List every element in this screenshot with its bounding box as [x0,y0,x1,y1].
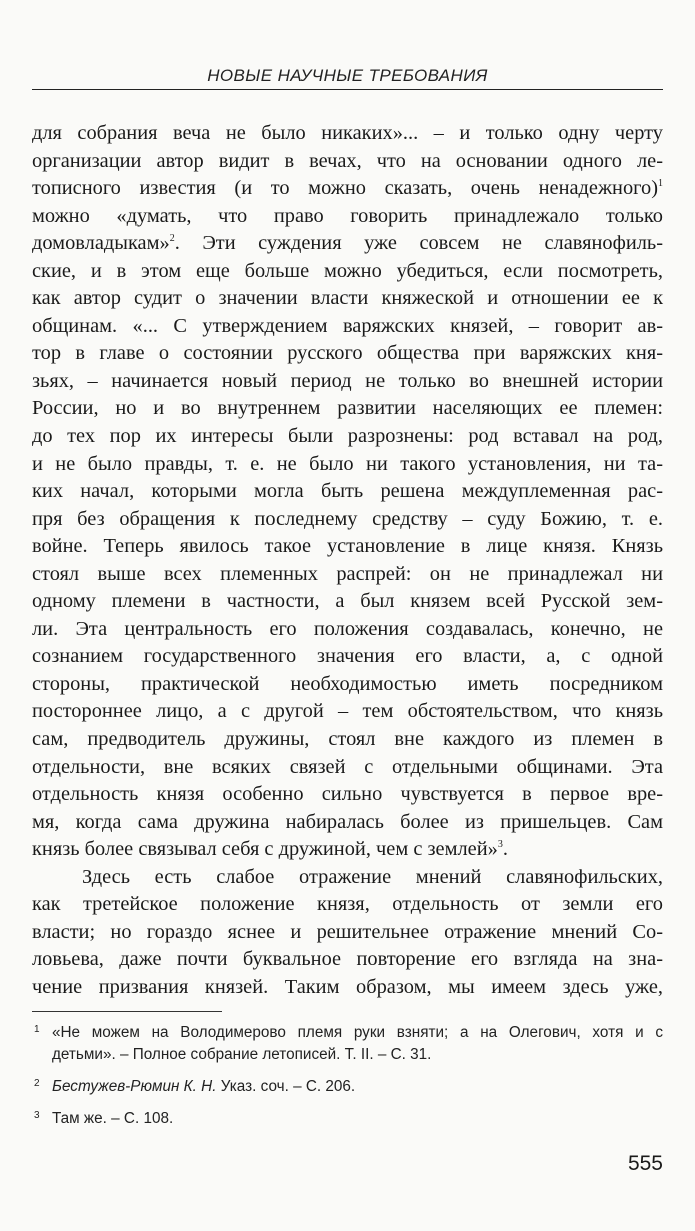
text-line: как автор судит о значении власти княжеской и отношении ее к [32,287,663,310]
footnote-text: Там же. – С. 108. [52,1110,174,1127]
text-line: ские, и в этом еще больше можно убедиться, если посмотреть, [32,259,663,282]
footnote-ref[interactable]: 3 [497,839,503,851]
text-line: стоял выше всех племенных распрей: он не принадлежал ни [32,562,663,585]
footnote-rule [32,1011,222,1012]
footnote-text: Указ. соч. – С. 206. [216,1078,356,1095]
footnote-mark: 1 [34,1024,40,1035]
text-line: до тех пор их интересы были разрознены: род вставал на род, [32,425,663,448]
text-line: домовладыкам»$^2$. Эти суждения уже совсем не славянофиль- [32,232,663,255]
text-line: отдельность князя особенно сильно чувствуется в первое вре- [32,783,663,806]
running-head: НОВЫЕ НАУЧНЫЕ ТРЕБОВАНИЯ [207,66,488,85]
header-rule [32,89,663,90]
footnotes [32,1022,663,1140]
text-line: одному племени в частности, а был князем всей Русской зем- [32,590,663,613]
text-line: стороны, практической необходимостью иметь посредником [32,672,663,695]
page-number: 555 [627,1152,663,1175]
text-line: как третейское положение князя, отдельность от земли его [32,893,663,916]
text-line: тор в главе о состоянии русского общества при варяжских кня- [32,342,663,365]
book-page [32,0,663,1231]
text-line: ловьева, даже почти буквальное повторение его взгляда на зна- [32,948,663,971]
footnote-3 [32,1108,663,1130]
main-text [32,120,663,1002]
text-line: и не было правды, т. е. не было ни такого установления, ни та- [32,452,663,475]
footnote-ref[interactable]: 1 [658,178,663,190]
text-line: чение призвания князей. Таким образом, мы имеем здесь уже, [32,975,663,998]
text-line: пря без обращения к последнему средству – суду Божию, т. е. [32,507,663,530]
text-line: организации автор видит в вечах, что на основании одного ле- [32,149,663,172]
text-line: постороннее лицо, а с другой – тем обстоятельством, что князь [32,700,663,723]
footnote-mark: 2 [34,1078,40,1089]
footnote-author: Бестужев-Рюмин К. Н. [52,1078,217,1095]
text-line: ли. Эта центральность его положения создавалась, конечно, не [32,617,663,640]
text-line: войне. Теперь явилось такое установление в лице князя. Князь [32,535,663,558]
text-line: власти; но гораздо яснее и решительнее отражение мнений Со- [32,920,663,943]
text-line: для собрания веча не было никаких»... – и только одну черту [32,122,663,144]
text-line: Здесь есть слабое отражение мнений славянофильских, [82,865,663,888]
footnote-mark: 3 [34,1110,40,1121]
text-line: мя, когда сама дружина набиралась более из пришельцев. Сам [32,810,663,833]
text-line: сознанием государственного значения его власти, а, с одной [32,645,663,668]
text-line: России, но и во внутреннем развитии населяющих ее племен: [32,397,663,420]
footnote-1 [32,1022,663,1066]
footnote-line: детьми». – Полное собрание летописей. Т. II. – С. 31. [52,1046,432,1063]
footnote-ref[interactable]: 2 [169,233,175,245]
text-line: отдельности, вне всяких связей с отдельными общинами. Эта [32,755,663,778]
text-line: тописного известия (и то можно сказать, очень ненадежного)$^1$ [32,177,663,200]
text-line: зьях, – начинается новый период не только во внешней истории [32,369,663,392]
text-line: можно «думать, что право говорить принадлежало только [32,204,663,227]
text-line: общинам. «... С утверждением варяжских князей, – говорит ав- [32,314,663,337]
text-line: сам, предводитель дружины, стоял вне каждого из племен в [32,728,663,751]
footnote-line: «Не можем на Володимерово племя руки взняти; а на Олегович, хотя и с [52,1024,663,1041]
text-line: ких начал, которыми могла быть решена междуплеменная рас- [32,480,663,503]
text-line: князь более связывал себя с дружиной, чем с землей»$^3$. [32,838,508,861]
footnote-2 [32,1076,663,1098]
